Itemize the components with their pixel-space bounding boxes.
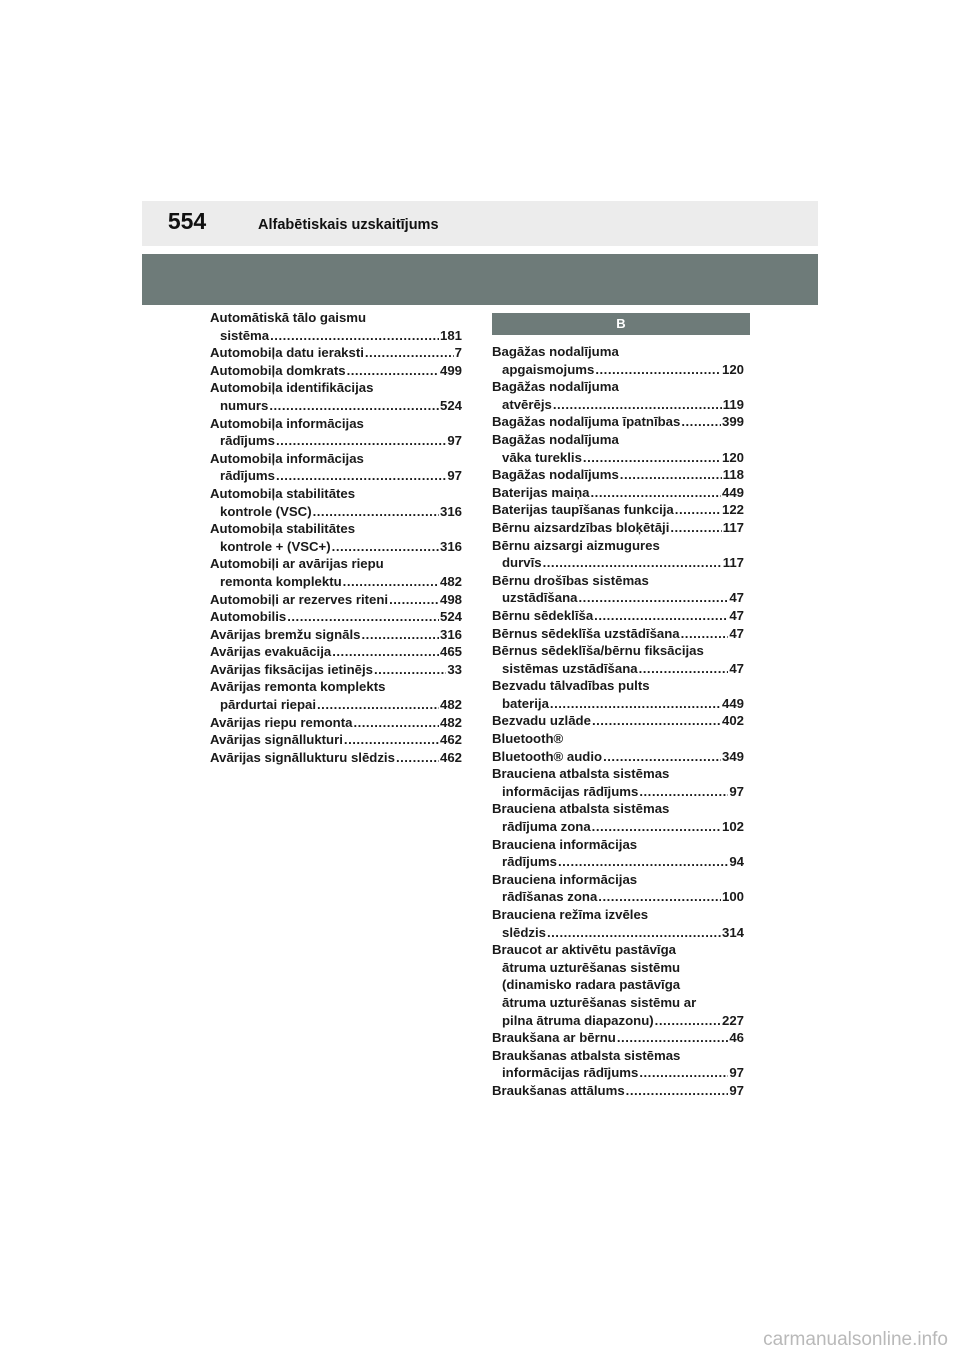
- index-page-number: 47: [729, 607, 744, 623]
- index-entry-line: [492, 677, 744, 695]
- index-entry: [210, 661, 462, 679]
- leader-dots: [591, 484, 721, 502]
- index-page-number: 402: [721, 713, 744, 729]
- leader-dots: [270, 327, 439, 345]
- index-page-number: 120: [721, 361, 744, 377]
- index-entry-text: remonta komplektu: [220, 573, 342, 589]
- index-entry-text: Avārijas remonta komplekts: [210, 679, 386, 695]
- leader-dots: [594, 607, 728, 625]
- leader-dots: [598, 888, 721, 906]
- watermark: carmanualsonline.info: [763, 1329, 948, 1350]
- index-page-number: 482: [439, 573, 462, 589]
- index-entry-text: uzstādīšana: [502, 590, 578, 606]
- index-entry-line: [492, 519, 744, 537]
- index-entry-text: Braukšanas atbalsta sistēmas: [492, 1047, 681, 1063]
- leader-dots: [553, 396, 722, 414]
- index-entry-text: Avārijas evakuācija: [210, 644, 332, 660]
- index-entry-text: rādījums: [502, 854, 557, 870]
- index-entry-text: rādīšanas zona: [502, 889, 598, 905]
- index-entry: [492, 625, 744, 643]
- index-entry-line: [210, 415, 462, 433]
- index-entry-line: [492, 396, 744, 414]
- index-entry: [492, 1047, 744, 1082]
- index-entry: [492, 941, 744, 1029]
- index-entry-text: Bagāžas nodalījuma īpatnības: [492, 414, 681, 430]
- index-entry: [492, 836, 744, 871]
- index-entry: [210, 520, 462, 555]
- index-entry-text: Automobiļa stabilitātes: [210, 485, 356, 501]
- index-page-number: 227: [721, 1012, 744, 1028]
- index-page-number: 97: [729, 783, 744, 799]
- index-entry: [492, 537, 744, 572]
- index-page-number: 498: [439, 591, 462, 607]
- index-entry-text: Automobiļa domkrats: [210, 362, 346, 378]
- index-entry-text: apgaismojums: [502, 361, 595, 377]
- index-entry-line: [210, 397, 462, 415]
- index-entry-line: [210, 661, 462, 679]
- leader-dots: [365, 344, 454, 362]
- index-entry-text: Bluetooth® audio: [492, 748, 603, 764]
- leader-dots: [617, 1029, 728, 1047]
- index-entry-line: [210, 678, 462, 696]
- index-entry-text: Bagāžas nodalījuma: [492, 431, 619, 447]
- index-entry-text: Automobiļa informācijas: [210, 415, 364, 431]
- leader-dots: [592, 712, 721, 730]
- index-entry-line: [492, 695, 744, 713]
- index-page-number: 482: [439, 697, 462, 713]
- index-entry-line: [492, 748, 744, 766]
- index-entry: [492, 800, 744, 835]
- index-page-number: 399: [721, 414, 744, 430]
- index-entry-text: Braucot ar aktivētu pastāvīga: [492, 942, 676, 958]
- index-page-number: 117: [722, 519, 744, 535]
- index-entry-text: Brauciena informācijas: [492, 871, 638, 887]
- index-entry-text: ātruma uzturēšanas sistēmu ar: [502, 994, 697, 1010]
- index-entry-text: informācijas rādījums: [502, 1065, 639, 1081]
- index-page-number: 499: [439, 362, 462, 378]
- index-entry: [210, 678, 462, 713]
- index-entry-line: [492, 906, 744, 924]
- index-entry-text: slēdzis: [502, 924, 546, 940]
- index-entry-text: rādījuma zona: [502, 819, 591, 835]
- page-number: 554: [167, 208, 207, 234]
- index-entry-line: [210, 626, 462, 644]
- index-entry: [492, 712, 744, 730]
- index-entry-text: baterija: [502, 695, 549, 711]
- index-page-number: 349: [721, 748, 744, 764]
- index-page-number: 524: [439, 609, 462, 625]
- index-entry-line: [492, 765, 744, 783]
- index-entry: [210, 626, 462, 644]
- index-entry-line: [492, 501, 744, 519]
- index-page-number: 47: [729, 625, 744, 641]
- index-entry-line: [492, 1047, 744, 1065]
- index-entry: [210, 362, 462, 380]
- index-entry-text: Bērnu aizsardzības bloķētāji: [492, 519, 670, 535]
- index-column-left: [210, 309, 462, 766]
- index-page-number: 316: [439, 626, 462, 642]
- index-entry: [210, 379, 462, 414]
- index-entry-line: [492, 888, 744, 906]
- index-entry-line: [210, 731, 462, 749]
- index-page-number: 97: [729, 1082, 744, 1098]
- index-entry-line: [492, 466, 744, 484]
- leader-dots: [639, 660, 729, 678]
- index-entry-text: Bērnus sēdeklīša uzstādīšana: [492, 625, 680, 641]
- index-entry-line: [492, 378, 744, 396]
- index-entry-text: Bagāžas nodalījuma: [492, 379, 619, 395]
- index-entry-line: [210, 467, 462, 485]
- index-entry-text: Bluetooth®: [492, 731, 564, 747]
- leader-dots: [287, 608, 439, 626]
- index-entry-text: pilna ātruma diapazonu): [502, 1012, 654, 1028]
- leader-dots: [681, 625, 729, 643]
- index-entry: [210, 485, 462, 520]
- index-page-number: 482: [439, 714, 462, 730]
- index-page-number: 7: [454, 345, 462, 361]
- index-entry: [492, 413, 744, 431]
- index-entry-text: Brauciena informācijas: [492, 836, 638, 852]
- index-entry-line: [492, 607, 744, 625]
- index-entry-line: [492, 924, 744, 942]
- index-entry-text: Automobiļa informācijas: [210, 450, 364, 466]
- index-entry-text: Automobiļi ar avārijas riepu: [210, 556, 384, 572]
- index-entry-line: [210, 344, 462, 362]
- index-entry: [492, 1082, 744, 1100]
- index-page-number: 122: [721, 502, 744, 518]
- leader-dots: [579, 589, 729, 607]
- leader-dots: [332, 643, 439, 661]
- index-entry-text: Bērnu drošības sistēmas: [492, 572, 649, 588]
- index-entry-line: [492, 343, 744, 361]
- leader-dots: [362, 626, 439, 644]
- index-entry-line: [492, 800, 744, 818]
- index-entry-line: [492, 431, 744, 449]
- index-entry-line: [210, 555, 462, 573]
- index-entry-line: [210, 608, 462, 626]
- leader-dots: [681, 413, 721, 431]
- index-entry-line: [210, 362, 462, 380]
- leader-dots: [675, 501, 721, 519]
- index-entry-text: kontrole + (VSC+): [220, 538, 331, 554]
- leader-dots: [269, 397, 439, 415]
- index-entry-line: [492, 572, 744, 590]
- index-entry: [492, 519, 744, 537]
- index-page-number: 94: [729, 854, 744, 870]
- leader-dots: [353, 714, 439, 732]
- index-page-number: 33: [447, 661, 462, 677]
- index-entry-line: [492, 625, 744, 643]
- index-entry: [492, 431, 744, 466]
- index-entry-line: [492, 484, 744, 502]
- leader-dots: [313, 503, 439, 521]
- header-gray-band: [142, 254, 818, 305]
- index-entry-text: Automobiļa identifikācijas: [210, 380, 374, 396]
- leader-dots: [276, 467, 446, 485]
- index-entry: [210, 415, 462, 450]
- index-entry-line: [210, 591, 462, 609]
- index-entry-line: [210, 450, 462, 468]
- index-entry-line: [210, 714, 462, 732]
- index-entry-text: Bezvadu tālvadības pults: [492, 678, 650, 694]
- index-entry-text: Automātiskā tālo gaismu: [210, 310, 367, 325]
- index-entry: [210, 714, 462, 732]
- leader-dots: [276, 432, 446, 450]
- index-entry-text: atvērējs: [502, 396, 552, 412]
- index-entry-line: [492, 413, 744, 431]
- index-entry-text: Baterijas maiņa: [492, 484, 590, 500]
- index-entry-text: Bērnu sēdeklīša: [492, 607, 594, 623]
- index-entry-line: [492, 537, 744, 555]
- leader-dots: [595, 361, 721, 379]
- index-entry-line: [492, 1012, 744, 1030]
- index-page-number: 47: [729, 660, 744, 676]
- index-entry-line: [210, 309, 462, 327]
- index-page-number: 118: [722, 467, 744, 483]
- leader-dots: [389, 591, 439, 609]
- index-entry-line: [492, 642, 744, 660]
- index-entry: [492, 607, 744, 625]
- index-entry-text: Bērnu aizsargi aizmugures: [492, 537, 660, 553]
- index-entry-text: (dinamisko radara pastāvīga: [502, 977, 681, 993]
- index-entry: [492, 906, 744, 941]
- index-entry-line: [210, 696, 462, 714]
- index-entry-text: Bērnus sēdeklīša/bērnu fiksācijas: [492, 643, 704, 659]
- index-entry-text: Avārijas signāllukturu slēdzis: [210, 749, 395, 765]
- section-title: Alfabētiskais uzskaitījums: [258, 217, 439, 233]
- index-entry-text: Automobiļi ar rezerves riteni: [210, 591, 389, 607]
- index-page-number: 316: [439, 538, 462, 554]
- index-entry-text: Avārijas signāllukturi: [210, 732, 343, 748]
- index-entry: [210, 591, 462, 609]
- index-entry-text: Braukšanas attālums: [492, 1082, 625, 1098]
- index-page-number: 449: [721, 484, 744, 500]
- index-entry: [492, 466, 744, 484]
- index-entry-line: [210, 485, 462, 503]
- index-entry: [210, 608, 462, 626]
- index-page-number: 465: [439, 644, 462, 660]
- index-entry: [492, 765, 744, 800]
- index-entry-line: [492, 730, 744, 748]
- header-band: [142, 201, 818, 246]
- index-entry: [210, 555, 462, 590]
- index-entry: [492, 871, 744, 906]
- index-entry-text: Baterijas taupīšanas funkcija: [492, 502, 674, 518]
- index-entry-line: [210, 379, 462, 397]
- index-entry-line: [210, 573, 462, 591]
- index-entry-text: rādījums: [220, 433, 275, 449]
- index-entry: [492, 572, 744, 607]
- index-column-right: [492, 343, 744, 1100]
- index-entry: [492, 484, 744, 502]
- leader-dots: [592, 818, 721, 836]
- index-page-number: 181: [439, 327, 462, 343]
- index-entry-text: Brauciena atbalsta sistēmas: [492, 766, 670, 782]
- index-entry-text: kontrole (VSC): [220, 503, 312, 519]
- index-entry-line: [492, 660, 744, 678]
- index-entry-text: Avārijas bremžu signāls: [210, 626, 361, 642]
- index-entry-line: [492, 1082, 744, 1100]
- index-entry-line: [210, 327, 462, 345]
- index-entry-line: [210, 503, 462, 521]
- index-entry-line: [492, 783, 744, 801]
- index-entry-text: Avārijas riepu remonta: [210, 714, 353, 730]
- leader-dots: [558, 853, 728, 871]
- index-entry-text: Brauciena atbalsta sistēmas: [492, 801, 670, 817]
- index-page-number: 47: [729, 590, 744, 606]
- index-entry-text: informācijas rādījums: [502, 783, 639, 799]
- index-entry-line: [492, 994, 744, 1012]
- index-entry-text: Automobiļa datu ieraksti: [210, 345, 364, 361]
- index-entry-text: durvīs: [502, 555, 542, 571]
- index-entry: [492, 642, 744, 677]
- index-entry-text: Bezvadu uzlāde: [492, 713, 591, 729]
- index-entry-line: [492, 836, 744, 854]
- index-page-number: 462: [439, 732, 462, 748]
- index-entry-text: numurs: [220, 397, 269, 413]
- leader-dots: [550, 695, 721, 713]
- leader-dots: [620, 466, 722, 484]
- leader-dots: [344, 731, 439, 749]
- index-entry: [492, 1029, 744, 1047]
- index-entry-line: [492, 589, 744, 607]
- index-entry-text: Bagāžas nodalījums: [492, 467, 619, 483]
- index-entry: [492, 378, 744, 413]
- index-page-number: 97: [729, 1065, 744, 1081]
- leader-dots: [317, 696, 439, 714]
- leader-dots: [347, 362, 439, 380]
- index-entry-line: [492, 554, 744, 572]
- index-entry-text: sistēma: [220, 327, 270, 343]
- index-entry-text: Bagāžas nodalījuma: [492, 344, 619, 359]
- index-entry-line: [492, 712, 744, 730]
- index-entry-line: [492, 959, 744, 977]
- index-page-number: 100: [721, 889, 744, 905]
- leader-dots: [626, 1082, 729, 1100]
- leader-dots: [343, 573, 439, 591]
- index-entry-text: Brauciena režīma izvēles: [492, 907, 649, 922]
- index-page-number: 449: [721, 695, 744, 711]
- leader-dots: [639, 783, 728, 801]
- index-entry-text: pārdurtai riepai: [220, 697, 317, 713]
- leader-dots: [332, 538, 439, 556]
- index-entry: [210, 309, 462, 344]
- index-entry-line: [492, 1064, 744, 1082]
- index-entry-text: Avārijas fiksācijas ietinējs: [210, 661, 373, 677]
- index-page-number: 314: [721, 924, 744, 940]
- leader-dots: [396, 749, 439, 767]
- index-entry-line: [210, 749, 462, 767]
- leader-dots: [543, 554, 722, 572]
- index-page-number: 119: [722, 396, 744, 412]
- index-entry-text: sistēmas uzstādīšana: [502, 660, 638, 676]
- index-page-number: 97: [447, 468, 462, 484]
- index-entry: [210, 731, 462, 749]
- index-entry: [210, 450, 462, 485]
- index-entry-line: [492, 449, 744, 467]
- index-entry: [492, 501, 744, 519]
- leader-dots: [670, 519, 721, 537]
- index-entry: [210, 643, 462, 661]
- index-entry-line: [492, 941, 744, 959]
- index-page-number: 97: [447, 433, 462, 449]
- index-entry-text: ātruma uzturēšanas sistēmu: [502, 959, 681, 975]
- index-entry: [210, 344, 462, 362]
- index-entry-line: [210, 643, 462, 661]
- index-entry-line: [492, 361, 744, 379]
- index-entry: [492, 343, 744, 378]
- index-entry-line: [492, 871, 744, 889]
- index-entry-line: [210, 432, 462, 450]
- index-entry-line: [492, 1029, 744, 1047]
- leader-dots: [374, 661, 446, 679]
- leader-dots: [603, 748, 721, 766]
- index-entry-line: [492, 818, 744, 836]
- index-entry: [492, 730, 744, 748]
- leader-dots: [655, 1012, 721, 1030]
- index-entry-line: [492, 853, 744, 871]
- index-page-number: 462: [439, 749, 462, 765]
- index-entry-text: rādījums: [220, 468, 275, 484]
- index-page-number: 46: [729, 1030, 744, 1046]
- index-entry-line: [492, 976, 744, 994]
- index-page-number: 117: [722, 555, 744, 571]
- index-entry-text: Automobilis: [210, 609, 287, 625]
- index-entry-line: [210, 538, 462, 556]
- leader-dots: [583, 449, 721, 467]
- leader-dots: [547, 924, 721, 942]
- index-page-number: 102: [721, 819, 744, 835]
- index-entry: [492, 748, 744, 766]
- index-entry-text: vāka tureklis: [502, 449, 582, 465]
- index-entry: [492, 677, 744, 712]
- leader-dots: [639, 1064, 728, 1082]
- index-entry-line: [210, 520, 462, 538]
- index-page-number: 120: [721, 449, 744, 465]
- index-entry: [210, 749, 462, 767]
- index-entry-text: Automobiļa stabilitātes: [210, 521, 356, 537]
- letter-heading-b: B: [492, 313, 750, 335]
- index-entry-text: Braukšana ar bērnu: [492, 1030, 616, 1046]
- index-page-number: 316: [439, 503, 462, 519]
- index-page-number: 524: [439, 397, 462, 413]
